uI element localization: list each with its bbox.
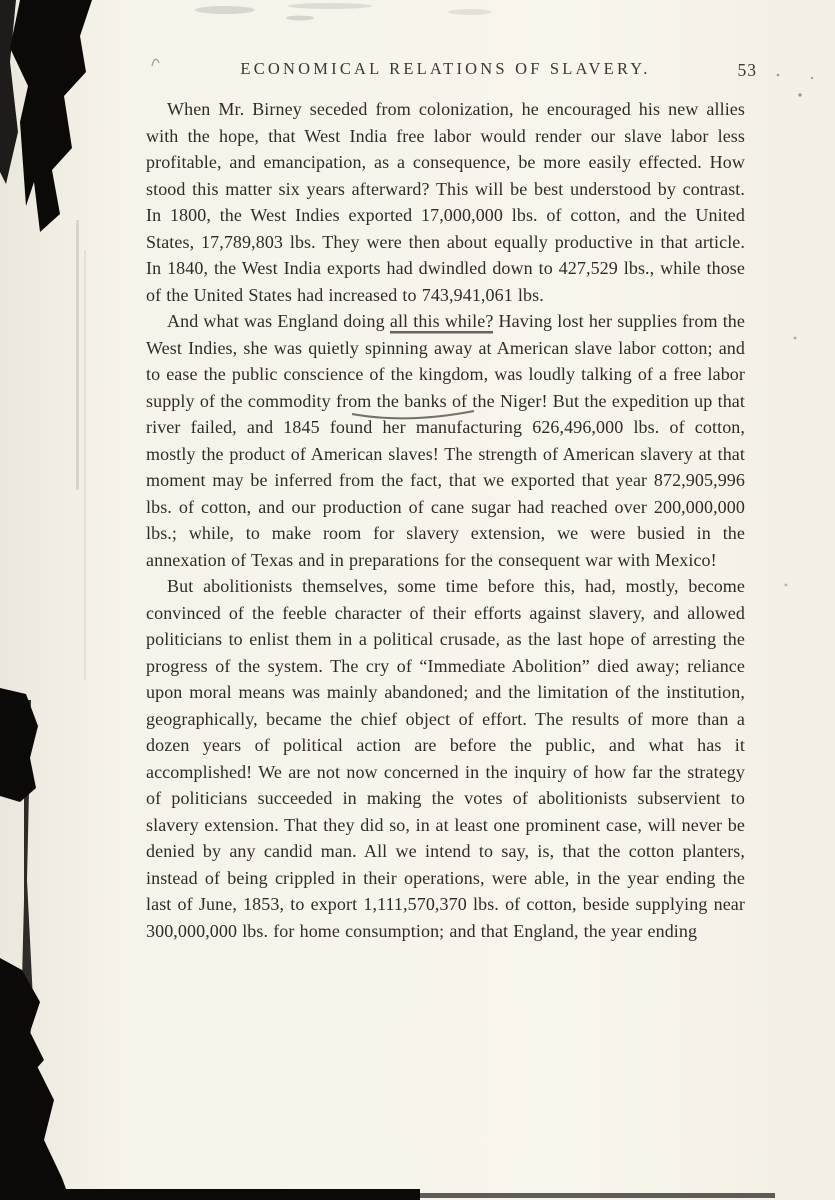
binding-crack-line [20,700,33,1080]
top-smudge [448,9,492,15]
paragraph-2-text-after: Having lost her supplies from the West Indies, she was quietly spinning away at American slave labor cotton; and to ease the public conscience of the kingdom, was loudly talking of a free labor supply of the commodity from the banks of the Niger! But the expedition up that river failed, and 1845 found her manufacturing 626,496,000 lbs. of cotton, mostly the product of American slaves! The strength of American slavery at that moment may be inferred from the fact, that we exported that year 872,905,996 lbs. of cotton, and our production of cane sugar had reached over 200,000,000 lbs.; while, to make room for slavery extension, we were busied in the annexation of Texas and in preparations for the consequent war with Mexico! [146,311,745,570]
gutter-streak [76,220,79,490]
bottom-scan-line [400,1193,775,1198]
running-header-title: ECONOMICAL RELATIONS OF SLAVERY. [240,59,651,78]
top-smudge [288,3,372,9]
binding-shadow-top [10,0,92,232]
speck [794,337,797,340]
running-header [146,52,757,88]
page-text-block [146,52,757,944]
speck [798,93,801,96]
speck [811,77,813,79]
paragraph-2-text-before: And what was England doing [167,311,390,331]
bottom-scan-bar [0,1189,420,1200]
gutter-streak [84,250,86,680]
paragraph-2 [146,308,745,573]
page-number: 53 [737,60,757,80]
top-smudge [195,6,255,14]
speck [785,584,788,587]
binding-shadow-bottom [0,1056,70,1200]
binding-shadow-top-edge [0,0,18,184]
paragraph-3: But abolitionists themselves, some time before this, had, mostly, become convinced of the feeble character of their efforts against slavery, and allowed politicians to enlist them in a political crusade, as the last hope of arresting the progress of the system. The cry of “Immediate Abolition” died away; reliance upon moral means was mainly abandoned; and the limitation of the institution, geographically, became the chief object of effort. The results of more than a dozen years of political action are before the public, and what has it accomplished! We are not now concerned in the inquiry of how far the strategy of politicians succeeded in making the votes of abolitionists subservient to slavery extension. That they did so, in at least one prominent case, will never be denied by any candid man. All we intend to say, is, that the cotton planters, instead of being crippled in their operations, were able, in the year ending the last of June, 1853, to export 1,111,570,370 lbs. of cotton, beside supplying near 300,000,000 lbs. for home consumption; and that England, the year ending [146,576,745,941]
binding-blob-lower [0,958,44,1078]
binding-blob-middle [0,688,38,802]
top-smudge [286,16,314,21]
pencil-underlined-phrase: all this while? [389,311,494,331]
paragraph-1: When Mr. Birney seceded from colonization, he encouraged his new allies with the hope, that West India free labor would render our slave labor less profitable, and emancipation, as a consequence, be more easily effected. How stood this matter six years afterward? This will be best understood by contrast. In 1800, the West Indies exported 17,000,000 lbs. of cotton, and the United States, 17,789,803 lbs. They were then about equally productive in that article. In 1840, the West India exports had dwindled down to 427,529 lbs., while those of the United States had increased to 743,941,061 lbs. [146,99,745,305]
speck [777,74,780,77]
